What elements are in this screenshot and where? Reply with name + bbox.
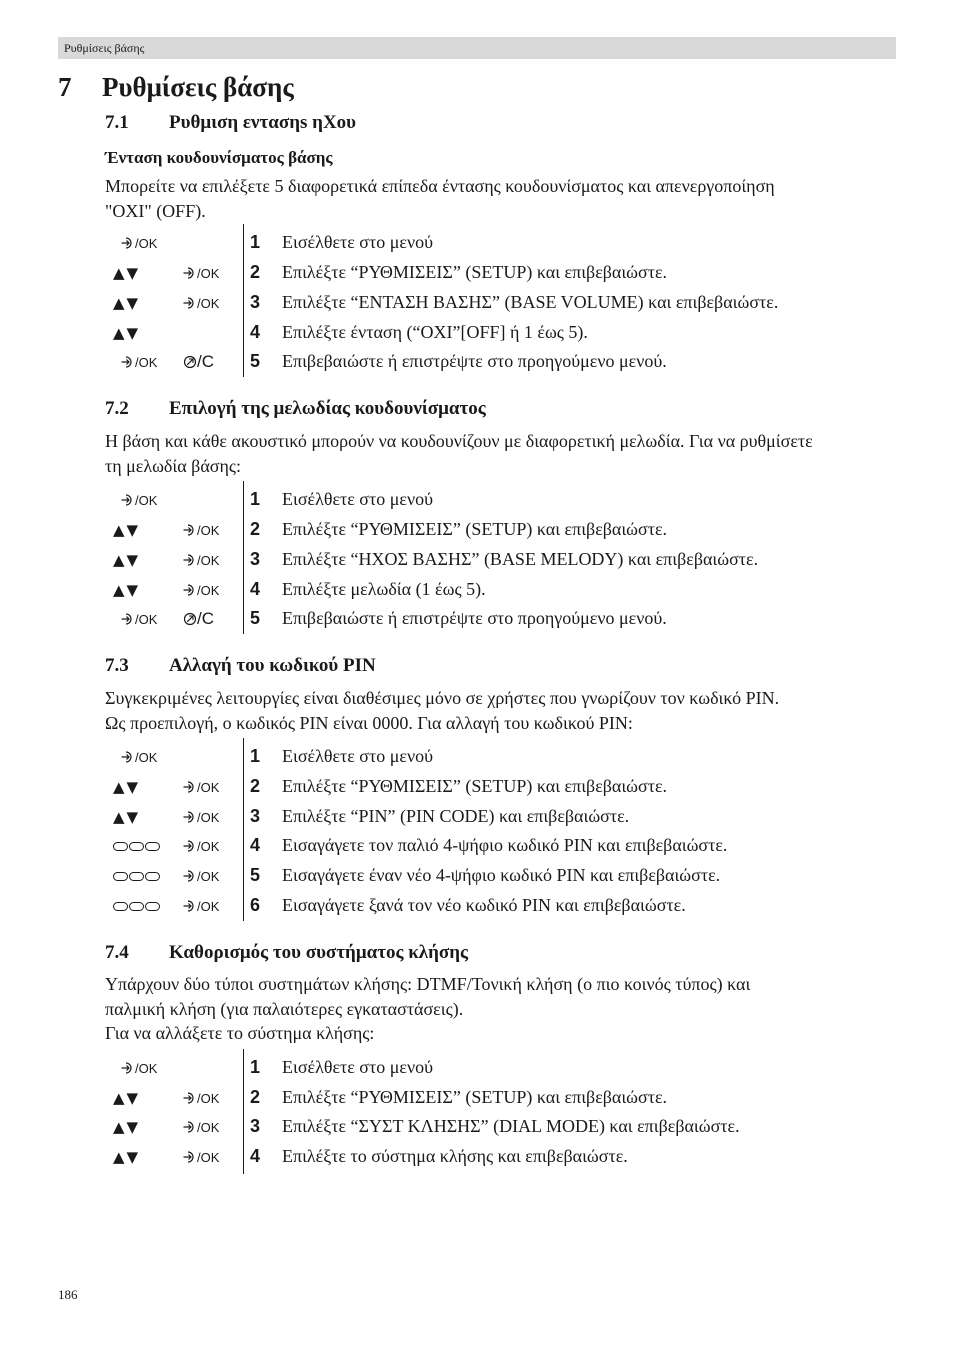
step-number: 4 — [250, 1146, 261, 1166]
key-shape — [145, 902, 160, 911]
up-down-arrows-icon — [113, 264, 140, 282]
section-heading-7-2 — [105, 398, 705, 422]
key-shape — [129, 842, 144, 851]
step-text: Επιβεβαιώστε ή επιστρέψτε στο προηγούμενο μενού. — [282, 351, 667, 371]
key-shape — [145, 872, 160, 881]
step-row — [105, 834, 905, 856]
section-number: 7.4 — [105, 942, 129, 963]
step-row — [105, 1086, 905, 1108]
step-row — [105, 1056, 905, 1078]
ok-label: /OK — [197, 582, 220, 598]
step-row — [105, 894, 905, 916]
paragraph-line: παλμική κλήση (για παλαιότερες εγκαταστάσεις). — [105, 998, 464, 1019]
step-text: Επιλέξτε “ΡΥΘΜΙΣΕΙΣ” (SETUP) και επιβεβαιώστε. — [282, 262, 668, 282]
paragraph-line: "ΟΧΙ" (OFF). — [105, 200, 206, 221]
menu-ok-icon — [183, 294, 219, 312]
up-down-arrows-icon — [113, 1089, 140, 1107]
up-down-arrows-icon — [113, 1118, 140, 1136]
step-text: Επιλέξτε “ΡΥΘΜΙΣΕΙΣ” (SETUP) και επιβεβαιώστε. — [282, 519, 668, 539]
cancel-c-icon — [183, 353, 214, 371]
step-number: 3 — [250, 1116, 261, 1136]
steps-7-1 — [105, 231, 905, 371]
paragraph-line: Ως προεπιλογή, ο κωδικός PIN είναι 0000. Για αλλαγή του κωδικού PIN: — [105, 712, 633, 733]
step-row — [105, 231, 905, 253]
key-shape — [113, 842, 128, 851]
ok-label: /OK — [197, 522, 220, 538]
step-number: 5 — [250, 608, 261, 628]
step-number: 6 — [250, 895, 261, 915]
step-text: Επιλέξτε το σύστημα κλήσης και επιβεβαιώστε. — [282, 1146, 628, 1166]
step-text: Επιβεβαιώστε ή επιστρέψτε στο προηγούμενο μενού. — [282, 608, 667, 628]
step-number: 1 — [250, 489, 261, 509]
step-row — [105, 518, 905, 540]
ok-label: /OK — [197, 779, 220, 795]
menu-ok-icon — [183, 1089, 219, 1107]
step-row — [105, 805, 905, 827]
step-text: Εισέλθετε στο μενού — [282, 489, 433, 509]
section-heading-7-3 — [105, 655, 705, 679]
key-shape — [129, 902, 144, 911]
step-number: 3 — [250, 292, 261, 312]
menu-ok-icon — [121, 748, 157, 766]
section-number: 7.3 — [105, 655, 129, 676]
steps-7-3 — [105, 745, 905, 915]
step-text: Επιλέξτε “ΗΧΟΣ ΒΑΣΗΣ” (BASE MELODY) και επιβεβαιώστε. — [282, 549, 759, 569]
paragraph-line: Υπάρχουν δύο τύποι συστημάτων κλήσης: DTMF/Τονική κλήση (ο πιο κοινός τύπος) και — [105, 974, 751, 994]
step-row — [105, 864, 905, 886]
step-row — [105, 745, 905, 767]
key-shape — [129, 872, 144, 881]
chapter-heading — [58, 72, 658, 106]
up-down-arrows-icon — [113, 521, 140, 539]
key-shape — [145, 842, 160, 851]
step-text: Επιλέξτε “PIN” (PIN CODE) και επιβεβαιώστε. — [282, 806, 630, 826]
ok-label: /OK — [135, 354, 158, 370]
step-number: 2 — [250, 776, 261, 796]
ok-label: /OK — [135, 492, 158, 508]
step-text: Επιλέξτε “ΡΥΘΜΙΣΕΙΣ” (SETUP) και επιβεβαιώστε. — [282, 1087, 668, 1107]
steps-7-2 — [105, 488, 905, 628]
step-text: Επιλέξτε “ΡΥΘΜΙΣΕΙΣ” (SETUP) και επιβεβαιώστε. — [282, 776, 668, 796]
step-row — [105, 607, 905, 629]
step-number: 5 — [250, 351, 261, 371]
step-number: 1 — [250, 232, 261, 252]
step-text: Εισέλθετε στο μενού — [282, 1057, 433, 1077]
ok-label: /OK — [197, 265, 220, 281]
ok-label: /OK — [197, 552, 220, 568]
arrows-glyph: ▲▼ — [113, 551, 141, 569]
up-down-arrows-icon — [113, 551, 140, 569]
arrows-glyph: ▲▼ — [113, 324, 141, 342]
ok-label: /OK — [135, 749, 158, 765]
step-text: Εισέλθετε στο μενού — [282, 232, 433, 252]
step-number: 4 — [250, 835, 261, 855]
ok-label: /OK — [197, 868, 220, 884]
running-title: Ρυθμίσεις βάσης — [64, 41, 145, 55]
arrows-glyph: ▲▼ — [113, 264, 141, 282]
section-title: Καθορισμός του συστήματος κλήσης — [169, 942, 469, 963]
step-row — [105, 578, 905, 600]
ok-label: /OK — [197, 809, 220, 825]
menu-ok-icon — [183, 867, 219, 885]
arrows-glyph: ▲▼ — [113, 294, 141, 312]
step-number: 1 — [250, 1057, 261, 1077]
key-shape — [113, 902, 128, 911]
menu-ok-icon — [183, 897, 219, 915]
chapter-number: 7 — [58, 72, 72, 102]
step-row — [105, 548, 905, 570]
key-shape — [113, 872, 128, 881]
numeric-keys-icon — [113, 867, 160, 885]
step-row — [105, 291, 905, 313]
section-title: Ρυθμιση εντασηs ηXου — [169, 112, 357, 133]
arrows-glyph: ▲▼ — [113, 1148, 141, 1166]
menu-ok-icon — [183, 581, 219, 599]
menu-ok-icon — [121, 610, 157, 628]
steps-7-4 — [105, 1056, 905, 1168]
cancel-c-icon — [183, 610, 214, 628]
step-text: Εισαγάγετε ξανά τον νέο κωδικό PIN και επιβεβαιώστε. — [282, 895, 686, 915]
step-row — [105, 488, 905, 510]
up-down-arrows-icon — [113, 1148, 140, 1166]
section-paragraph — [105, 174, 775, 223]
ok-label: /OK — [197, 1149, 220, 1165]
section-number: 7.1 — [105, 112, 129, 133]
menu-ok-icon — [183, 1148, 219, 1166]
section-number: 7.2 — [105, 398, 129, 419]
paragraph-line: Μπορείτε να επιλέξετε 5 διαφορετικά επίπεδα έντασης κουδουνίσματος και απενεργοποίηση — [105, 176, 775, 196]
step-row — [105, 350, 905, 372]
step-number: 5 — [250, 865, 261, 885]
step-number: 2 — [250, 262, 261, 282]
menu-ok-icon — [121, 353, 157, 371]
numeric-keys-icon — [113, 837, 160, 855]
paragraph-line: Η βάση και κάθε ακουστικό μπορούν να κουδουνίζουν με διαφορετική μελωδία. Για να ρυθμίσετε — [105, 431, 813, 451]
menu-ok-icon — [183, 264, 219, 282]
section-paragraph — [105, 686, 779, 735]
step-text: Εισαγάγετε έναν νέο 4-ψήφιο κωδικό PIN και επιβεβαιώστε. — [282, 865, 721, 885]
arrows-glyph: ▲▼ — [113, 521, 141, 539]
menu-ok-icon — [183, 837, 219, 855]
step-text: Επιλέξτε “ΣΥΣΤ ΚΛΗΣΗΣ” (DIAL MODE) και επιβεβαιώστε. — [282, 1116, 740, 1136]
section-paragraph — [105, 972, 750, 1046]
ok-label: /OK — [135, 1060, 158, 1076]
step-row — [105, 321, 905, 343]
step-number: 2 — [250, 1087, 261, 1107]
ok-label: /OK — [135, 235, 158, 251]
section-heading-7-4 — [105, 942, 705, 966]
step-row — [105, 1115, 905, 1137]
arrows-glyph: ▲▼ — [113, 808, 141, 826]
cancel-label: /C — [197, 609, 214, 628]
step-text: Εισαγάγετε τον παλιό 4-ψήφιο κωδικό PIN και επιβεβαιώστε. — [282, 835, 728, 855]
section-title: Επιλογή της μελωδίας κουδουνίσματος — [169, 398, 486, 419]
section-title: Αλλαγή του κωδικού PIN — [169, 655, 376, 676]
ok-label: /OK — [197, 838, 220, 854]
step-number: 4 — [250, 322, 261, 342]
arrows-glyph: ▲▼ — [113, 1118, 141, 1136]
step-row — [105, 261, 905, 283]
step-text: Επιλέξτε μελωδία (1 έως 5). — [282, 579, 486, 599]
menu-ok-icon — [121, 234, 157, 252]
step-number: 4 — [250, 579, 261, 599]
menu-ok-icon — [183, 808, 219, 826]
menu-ok-icon — [121, 1059, 157, 1077]
menu-ok-icon — [121, 491, 157, 509]
step-number: 3 — [250, 549, 261, 569]
subsection-title: Ένταση κουδουνίσματος βάσης — [105, 148, 333, 167]
chapter-title: Ρυθμίσεις βάσης — [102, 72, 294, 102]
numeric-keys-icon — [113, 897, 160, 915]
step-number: 1 — [250, 746, 261, 766]
ok-label: /OK — [197, 1090, 220, 1106]
ok-label: /OK — [197, 1119, 220, 1135]
step-row — [105, 775, 905, 797]
paragraph-line: Συγκεκριμένες λειτουργίες είναι διαθέσιμες μόνο σε χρήστες που γνωρίζουν τον κωδικό PIN. — [105, 688, 780, 708]
cancel-label: /C — [197, 352, 214, 371]
paragraph-line: Για να αλλάξετε το σύστημα κλήσης: — [105, 1023, 375, 1043]
menu-ok-icon — [183, 778, 219, 796]
up-down-arrows-icon — [113, 324, 140, 342]
section-paragraph — [105, 429, 813, 478]
step-number: 2 — [250, 519, 261, 539]
arrows-glyph: ▲▼ — [113, 581, 141, 599]
ok-label: /OK — [197, 295, 220, 311]
arrows-glyph: ▲▼ — [113, 778, 141, 796]
up-down-arrows-icon — [113, 294, 140, 312]
section-heading-7-1 — [105, 112, 605, 136]
step-row — [105, 1145, 905, 1167]
up-down-arrows-icon — [113, 581, 140, 599]
up-down-arrows-icon — [113, 808, 140, 826]
arrows-glyph: ▲▼ — [113, 1089, 141, 1107]
step-text: Επιλέξτε ένταση (“ΟΧΙ”[OFF] ή 1 έως 5). — [282, 322, 588, 342]
menu-ok-icon — [183, 521, 219, 539]
up-down-arrows-icon — [113, 778, 140, 796]
step-number: 3 — [250, 806, 261, 826]
step-text: Επιλέξτε “ΕΝΤΑΣΗ ΒΑΣΗΣ” (BASE VOLUME) και επιβεβαιώστε. — [282, 292, 779, 312]
running-header — [58, 37, 896, 59]
step-text: Εισέλθετε στο μενού — [282, 746, 433, 766]
menu-ok-icon — [183, 1118, 219, 1136]
ok-label: /OK — [135, 611, 158, 627]
ok-label: /OK — [197, 898, 220, 914]
page-number: 186 — [58, 1287, 78, 1302]
paragraph-line: τη μελωδία βάσης: — [105, 455, 242, 476]
menu-ok-icon — [183, 551, 219, 569]
